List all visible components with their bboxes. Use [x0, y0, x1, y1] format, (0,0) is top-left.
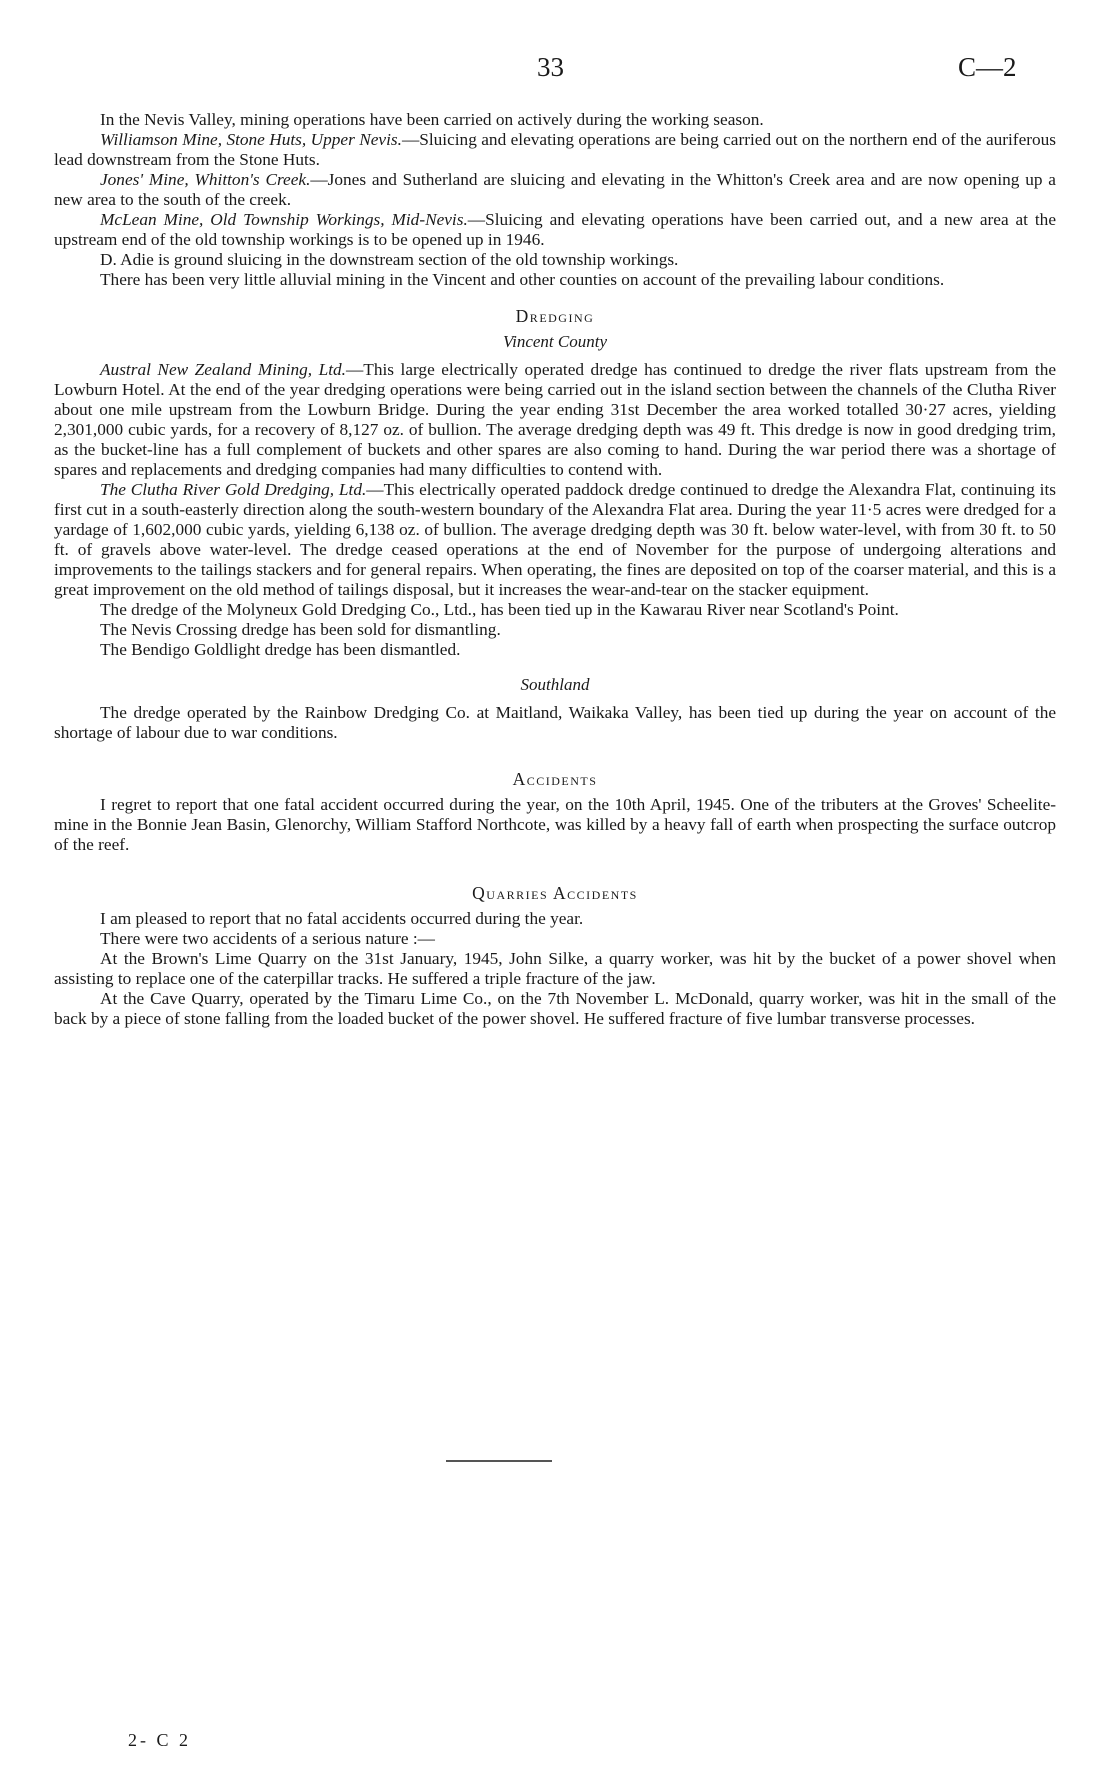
paragraph-cave-quarry: At the Cave Quarry, operated by the Timaru Lime Co., on the 7th November L. McDonald, quarry worker, was hit in the small of the back by a piece of stone falling from the loaded bucket of the power shovel. He suffered fracture of five lumbar transverse processes. [54, 989, 1056, 1028]
footer-code: 2- C 2 [128, 1730, 191, 1750]
end-rule [446, 1460, 552, 1462]
paragraph-jones-mine: Jones' Mine, Whitton's Creek.—Jones and Sutherland are sluicing and elevating in the Whitton's Creek area and are now opening up a new area to the south of the creek. [54, 170, 1056, 209]
paragraph-browns-lime-quarry: At the Brown's Lime Quarry on the 31st January, 1945, John Silke, a quarry worker, was hit by the bucket of a power shovel when assisting to replace one of the caterpillar tracks. He suffered a triple fracture of the jaw. [54, 949, 1056, 988]
paragraph-clutha-river-dredging: The Clutha River Gold Dredging, Ltd.—This electrically operated paddock dredge continued to dredge the Alexandra Flat, continuing its first cut in a south-easterly direction along the south-western boundary of the Alexandra Flat area. During the year 11·5 acres were dredged for a yardage of 1,602,000 cubic yards, yielding 6,138 oz. of bullion. The average dredging depth was 30 ft. below water-level, with from 30 ft. to 50 ft. of gravels above water-level. The dredge ceased operations at the end of November for the purpose of undergoing alterations and improvements to the tailings stackers and for general repairs. When operating, the fines are deposited on top of the coarser material, and this is a great improvement on the old method of tailings disposal, but it increases the wear-and-tear on the stacker equipment. [54, 480, 1056, 599]
paragraph-lead: McLean Mine, Old Township Workings, Mid-Nevis. [100, 210, 468, 229]
body-text [54, 110, 1056, 1029]
paragraph-molyneux-dredge: The dredge of the Molyneux Gold Dredging Co., Ltd., has been tied up in the Kawarau River near Scotland's Point. [100, 600, 899, 619]
page-number: 33 [537, 52, 564, 82]
paragraph-nevis-intro: In the Nevis Valley, mining operations have been carried on actively during the working season. [100, 110, 764, 129]
paragraph-austral-nz-mining: Austral New Zealand Mining, Ltd.—This large electrically operated dredge has continued to dredge the river flats upstream from the Lowburn Hotel. At the end of the year dredging operations were being carried out in the island section between the channels of the Clutha River about one mile upstream from the Lowburn Bridge. During the year ending 31st December the area worked totalled 30·27 acres, yielding 2,301,000 cubic yards, for a recovery of 8,127 oz. of bullion. The average dredging depth was 49 ft. This dredge is now in good dredging trim, as the bucket-line has a full complement of buckets and other spares are also coming to hand. During the war period there was a shortage of spares and replacements and dredging companies had many difficulties to contend with. [54, 360, 1057, 479]
section-heading-accidents: Accidents [512, 769, 598, 789]
paragraph-alluvial-mining: There has been very little alluvial mining in the Vincent and other counties on account of the prevailing labour conditions. [100, 270, 945, 289]
page-header [0, 52, 1114, 88]
subheading-southland: Southland [520, 675, 590, 694]
section-heading-dredging: Dredging [515, 306, 595, 326]
paragraph-lead: Williamson Mine, Stone Huts, Upper Nevis. [100, 130, 402, 149]
paragraph-fatal-accident: I regret to report that one fatal accident occurred during the year, on the 10th April, 1945. One of the tributers at the Groves' Scheelite-mine in the Bonnie Jean Basin, Glenorchy, William Stafford Northcote, was killed by a heavy fall of earth when prospecting the surface outcrop of the reef. [54, 795, 1056, 854]
paragraph-lead: Jones' Mine, Whitton's Creek. [100, 170, 311, 189]
section-heading-quarries-accidents: Quarries Accidents [472, 883, 638, 903]
paragraph-rainbow-dredging: The dredge operated by the Rainbow Dredging Co. at Maitland, Waikaka Valley, has been tied up during the year on account of the shortage of labour due to war conditions. [54, 703, 1056, 742]
paragraph-lead: Austral New Zealand Mining, Ltd. [100, 360, 346, 379]
paragraph-lead: The Clutha River Gold Dredging, Ltd. [100, 480, 367, 499]
paragraph-two-accidents: There were two accidents of a serious nature :— [100, 929, 435, 948]
paragraph-mclean-mine: McLean Mine, Old Township Workings, Mid-Nevis.—Sluicing and elevating operations have been carried out, and a new area at the upstream end of the old township workings is to be opened up in 1946. [54, 210, 1056, 249]
paragraph-no-fatal-accidents: I am pleased to report that no fatal accidents occurred during the year. [100, 909, 584, 928]
paragraph-nevis-crossing-dredge: The Nevis Crossing dredge has been sold for dismantling. [100, 620, 501, 639]
paragraph-williamson-mine: Williamson Mine, Stone Huts, Upper Nevis.—Sluicing and elevating operations are being carried out on the northern end of the auriferous lead downstream from the Stone Huts. [54, 130, 1056, 169]
document-code: C—2 [958, 52, 1017, 82]
subheading-vincent-county: Vincent County [502, 332, 608, 351]
paragraph-adie: D. Adie is ground sluicing in the downstream section of the old township workings. [100, 250, 679, 269]
paragraph-bendigo-dredge: The Bendigo Goldlight dredge has been dismantled. [100, 640, 461, 659]
